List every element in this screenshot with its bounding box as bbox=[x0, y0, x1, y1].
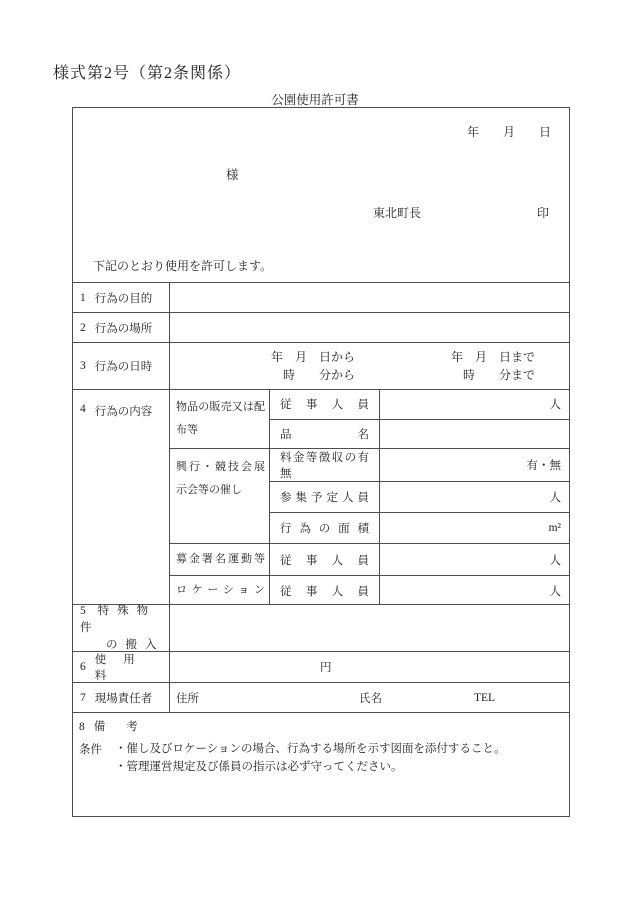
item-label: 従事人員 bbox=[280, 399, 369, 412]
row-label-line1 bbox=[80, 603, 169, 637]
row-site-manager-header bbox=[73, 683, 169, 712]
permit-table bbox=[72, 107, 570, 817]
group-category bbox=[170, 544, 269, 575]
row-number: 2 bbox=[80, 321, 86, 334]
row-number: 8 bbox=[79, 721, 85, 733]
row-datetime-header bbox=[73, 343, 169, 389]
item-unit-cell: 人 bbox=[379, 544, 569, 575]
group-category bbox=[170, 449, 269, 543]
item-label-cell bbox=[269, 420, 379, 449]
datetime-from-time: 時 分から bbox=[282, 368, 355, 382]
row-label: 使用料 bbox=[94, 654, 152, 682]
row-number: 4 bbox=[80, 403, 86, 415]
form-number: 様式第2号（第2条関係） bbox=[53, 65, 242, 82]
row-label: 行為の目的 bbox=[94, 292, 153, 305]
group-items bbox=[269, 449, 569, 543]
item-label-cell bbox=[269, 544, 379, 575]
issue-date-line: 年 月 日 bbox=[466, 125, 551, 139]
condition-item: ・催し及びロケーションの場合、行為する場所を示す図面を添付すること。 bbox=[115, 743, 506, 755]
item-label: 行為の面積 bbox=[280, 523, 369, 535]
group-items bbox=[269, 390, 569, 448]
item-label: 品名 bbox=[280, 428, 369, 441]
item-unit-cell: m² bbox=[379, 513, 569, 543]
row-label: 現場責任者 bbox=[94, 692, 153, 705]
row-number: 1 bbox=[80, 291, 86, 304]
datetime-to-date: 年 月 日まで bbox=[450, 350, 535, 364]
category-line: 物品の販売又は配 bbox=[176, 401, 265, 413]
document-title: 公園使用許可書 bbox=[271, 93, 359, 107]
group-category bbox=[170, 390, 269, 448]
datetime-to-time: 時 分まで bbox=[462, 368, 535, 382]
row-number: 3 bbox=[80, 360, 86, 372]
item-personnel bbox=[269, 390, 569, 419]
category-line: 示会等の催し bbox=[176, 484, 242, 496]
row-label: 備考 bbox=[93, 721, 159, 733]
name-field-label: 氏名 bbox=[359, 692, 382, 705]
permission-statement: 下記のとおり使用を許可します。 bbox=[93, 259, 273, 273]
item-label-cell bbox=[269, 390, 379, 419]
row-remarks bbox=[73, 712, 569, 816]
item-personnel bbox=[269, 576, 569, 605]
item-label: 従事人員 bbox=[280, 554, 369, 567]
row-place-header bbox=[73, 313, 169, 342]
item-expected-attendees bbox=[269, 481, 569, 512]
item-label-cell bbox=[269, 513, 379, 543]
group-items bbox=[269, 576, 569, 605]
category-line: ロケーション bbox=[176, 584, 265, 596]
group-events bbox=[170, 448, 569, 543]
group-goods-sale bbox=[170, 390, 569, 448]
row-label: 行為の日時 bbox=[94, 361, 153, 373]
row-number: 7 bbox=[80, 691, 86, 704]
item-activity-area bbox=[269, 512, 569, 543]
item-label-cell bbox=[269, 576, 379, 605]
address-field-label: 住所 bbox=[176, 692, 199, 705]
group-fundraising bbox=[170, 543, 569, 575]
row-special-items bbox=[73, 604, 569, 651]
row-place bbox=[73, 312, 569, 342]
category-line: 布等 bbox=[176, 424, 198, 436]
tel-field-label: TEL bbox=[474, 691, 496, 704]
group-location-filming bbox=[170, 575, 569, 605]
seal-mark: 印 bbox=[537, 206, 550, 220]
conditions-list bbox=[115, 741, 506, 776]
conditions-label: 条件 bbox=[79, 744, 102, 756]
item-label: 参集予定人員 bbox=[280, 492, 369, 504]
item-unit-cell: 有・無 bbox=[379, 449, 569, 481]
item-label-cell bbox=[269, 482, 379, 512]
row-datetime bbox=[73, 342, 569, 389]
row-special-items-header bbox=[73, 605, 169, 651]
purpose-value-cell bbox=[169, 283, 569, 312]
row-usage-fee-header bbox=[73, 652, 169, 682]
row-usage-fee bbox=[73, 651, 569, 682]
row-label: 特殊物件 bbox=[80, 604, 157, 634]
item-goods-name bbox=[269, 419, 569, 449]
item-unit-cell bbox=[379, 420, 569, 449]
row-label: 行為の内容 bbox=[94, 406, 153, 418]
item-fee-collection bbox=[269, 449, 569, 481]
currency-unit: 円 bbox=[320, 662, 332, 674]
item-unit-cell: 人 bbox=[379, 390, 569, 419]
row-number: 5 bbox=[80, 604, 86, 617]
item-label: 料金等徴収の有無 bbox=[280, 452, 369, 480]
row-purpose-header bbox=[73, 283, 169, 312]
category-line: 募金署名運動等 bbox=[176, 553, 265, 565]
group-items bbox=[269, 544, 569, 575]
issuer-name: 東北町長 bbox=[373, 206, 422, 220]
row-activity-header bbox=[73, 390, 169, 604]
row-label: 行為の場所 bbox=[94, 322, 153, 335]
header-section bbox=[73, 108, 569, 282]
item-label: 従事人員 bbox=[280, 585, 369, 598]
item-unit-cell: 人 bbox=[379, 576, 569, 605]
item-unit-cell: 人 bbox=[379, 482, 569, 512]
item-personnel bbox=[269, 544, 569, 575]
row-purpose bbox=[73, 282, 569, 312]
usage-fee-value-cell bbox=[169, 652, 569, 682]
group-category bbox=[170, 576, 269, 605]
special-items-value-cell bbox=[169, 605, 569, 651]
condition-item: ・管理運営規定及び係員の指示は必ず守ってください。 bbox=[115, 760, 403, 773]
category-line: 興行・競技会展 bbox=[176, 461, 265, 473]
site-manager-value-cell bbox=[169, 683, 569, 712]
datetime-to-block bbox=[355, 348, 535, 384]
row-label-line2: の搬入 bbox=[106, 638, 165, 651]
conditions-block bbox=[79, 741, 559, 776]
datetime-value-cell bbox=[169, 343, 569, 389]
remarks-header bbox=[79, 718, 559, 734]
row-site-manager bbox=[73, 682, 569, 712]
datetime-from-date: 年 月 日から bbox=[270, 350, 355, 364]
item-label-cell bbox=[269, 449, 379, 481]
place-value-cell bbox=[169, 313, 569, 342]
activity-groups bbox=[169, 390, 569, 604]
addressee-honorific: 様 bbox=[226, 168, 239, 182]
datetime-from-block bbox=[170, 348, 355, 384]
row-number: 6 bbox=[80, 661, 86, 673]
row-activity-content bbox=[73, 389, 569, 604]
